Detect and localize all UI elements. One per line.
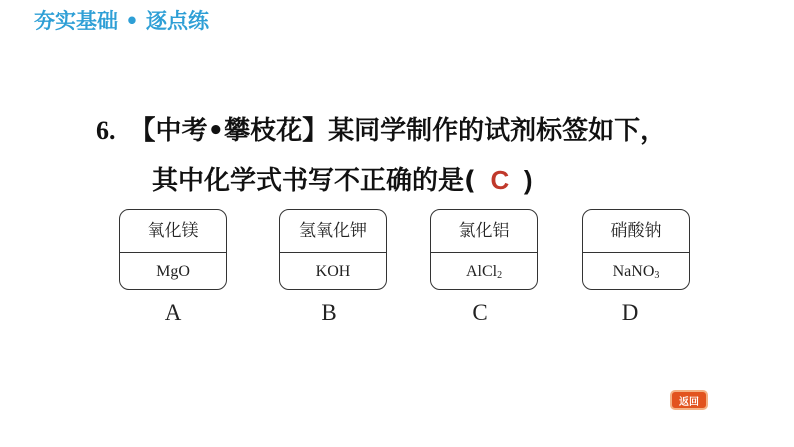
close-paren: ) — [523, 165, 533, 195]
reagent-name: 氯化铝 — [431, 210, 537, 253]
reagent-name: 氢氧化钾 — [280, 210, 386, 253]
reagent-formula: NaNO$_3$ — [612, 263, 660, 281]
reagent-formula: KOH — [315, 263, 351, 280]
answer-text: C — [490, 165, 510, 195]
reagent-formula: MgO — [156, 263, 190, 280]
question-text-line-1: 【中考•攀枝花】某同学制作的试剂标签如下， — [129, 116, 667, 146]
reagent-label-d — [582, 209, 690, 290]
reagent-name: 氧化镁 — [120, 210, 226, 253]
section-title: 夯实基础 • 逐点练 — [34, 9, 210, 33]
option-letter-a: A — [164, 300, 182, 325]
reagent-label-b — [279, 209, 387, 290]
option-letter-c: C — [472, 300, 488, 325]
back-button[interactable]: 返回 — [670, 390, 708, 410]
question-text-line-2: 其中化学式书写不正确的是( — [152, 166, 476, 196]
question-line-1 — [96, 110, 666, 147]
reagent-label-c — [430, 209, 538, 290]
reagent-name: 硝酸钠 — [583, 210, 689, 253]
option-letter-b: B — [321, 300, 337, 325]
option-letter-d: D — [621, 300, 639, 325]
question-number: 6. — [96, 116, 116, 145]
reagent-label-a — [119, 209, 227, 290]
question-line-2 — [152, 160, 533, 197]
reagent-formula: AlCl$_2$ — [465, 263, 503, 281]
